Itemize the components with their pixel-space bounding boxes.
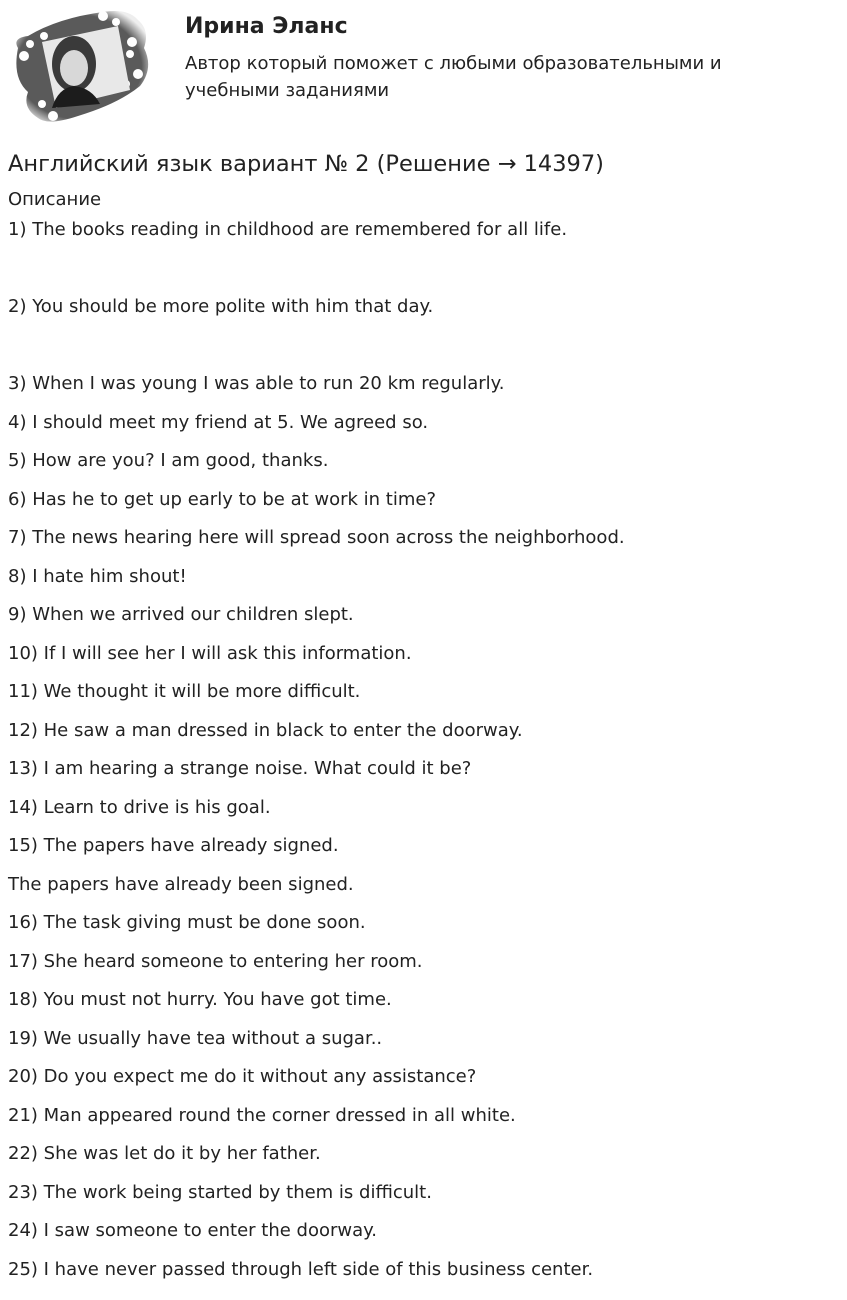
list-item: 13) I am hearing a strange noise. What could it be?: [8, 758, 472, 779]
list-item: 24) I saw someone to enter the doorway.: [8, 1220, 377, 1241]
list-item: 20) Do you expect me do it without any assistance?: [8, 1066, 477, 1087]
list-item: 18) You must not hurry. You have got time.: [8, 989, 392, 1010]
author-avatar-photo: [8, 8, 150, 126]
list-item: 21) Man appeared round the corner dressed in all white.: [8, 1104, 516, 1126]
list-item: 5) How are you? I am good, thanks.: [8, 450, 329, 471]
list-item: 4) I should meet my friend at 5. We agreed so.: [8, 411, 429, 433]
list-item: 25) I have never passed through left side of this business center.: [8, 1258, 594, 1280]
list-item: 15) The papers have already signed.: [8, 835, 339, 856]
list-item: 6) Has he to get up early to be at work in time?: [8, 488, 437, 510]
author-description: Автор который поможет с любыми образовательными и учебными заданиями: [185, 53, 722, 101]
list-item: 19) We usually have tea without a sugar..: [8, 1027, 383, 1049]
list-item: 11) We thought it will be more difficult.: [8, 681, 361, 702]
list-item: 23) The work being started by them is difficult.: [8, 1181, 432, 1203]
list-item: 22) She was let do it by her father.: [8, 1143, 321, 1164]
task-list: [8, 215, 838, 1293]
page-title: Английский язык вариант № 2 (Решение → 14397): [8, 151, 604, 177]
list-item: 9) When we arrived our children slept.: [8, 604, 354, 625]
description-label: Описание: [8, 189, 102, 210]
author-block: [0, 0, 847, 140]
list-item: 12) He saw a man dressed in black to enter the doorway.: [8, 719, 523, 741]
list-item: 3) When I was young I was able to run 20 km regularly.: [8, 373, 505, 394]
list-item: 16) The task giving must be done soon.: [8, 912, 366, 933]
list-item: 10) If I will see her I will ask this information.: [8, 642, 412, 664]
list-item: 8) I hate him shout!: [8, 565, 187, 587]
list-item: 1) The books reading in childhood are remembered for all life.: [8, 219, 568, 240]
author-name: Ирина Эланс: [185, 14, 348, 39]
list-item: 2) You should be more polite with him that day.: [8, 296, 434, 317]
list-item: 17) She heard someone to entering her room.: [8, 950, 423, 972]
list-item: 7) The news hearing here will spread soon across the neighborhood.: [8, 527, 625, 548]
list-item: The papers have already been signed.: [8, 873, 354, 895]
list-item: 14) Learn to drive is his goal.: [8, 796, 271, 818]
